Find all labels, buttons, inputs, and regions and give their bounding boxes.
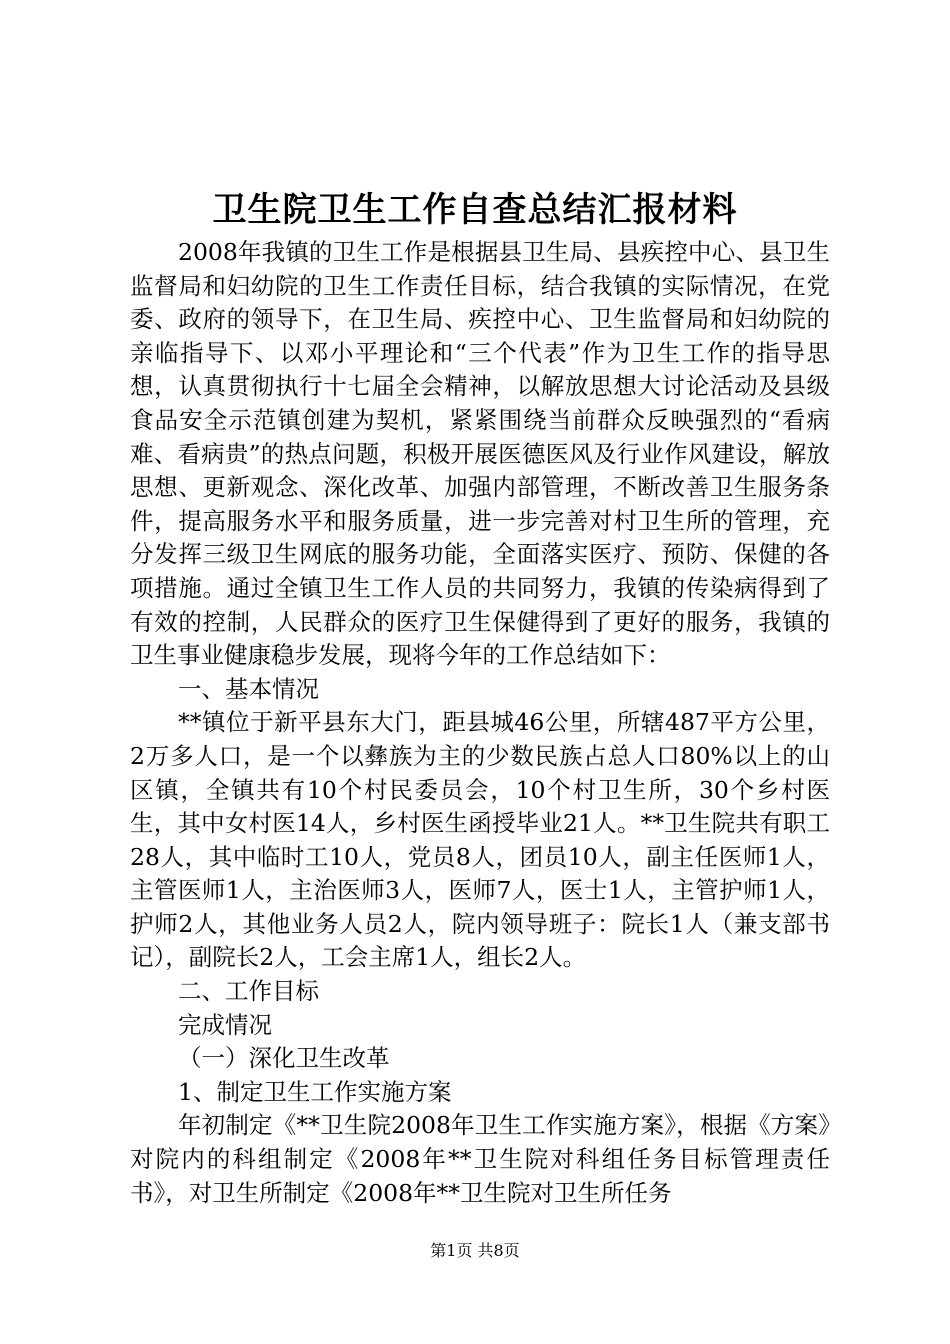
subsection-heading-reform: （一）深化卫生改革 [178, 1044, 390, 1073]
item-heading-plan: 1、制定卫生工作实施方案 [178, 1077, 452, 1106]
section-heading-completion: 完成情况 [178, 1010, 272, 1039]
section-heading-work-goals: 二、工作目标 [178, 977, 319, 1006]
document-body [130, 236, 830, 1210]
paragraph-plan: 年初制定《**卫生院2008年卫生工作实施方案》，根据《方案》对院内的科组制定《2008年**卫生院对科组任务目标管理责任书》，对卫生所制定《2008年**卫生院对卫生所任务 [130, 1111, 830, 1207]
document-title: 卫生院卫生工作自查总结汇报材料 [212, 190, 738, 230]
section-heading-basic-info: 一、基本情况 [178, 674, 319, 703]
paragraph-basic-info: **镇位于新平县东大门，距县城46公里，所辖487平方公里，2万多人口，是一个以彝族为主的少数民族占总人口80%以上的山区镇，全镇共有10个村民委员会，10个村卫生所，30个乡村医生，其中女村医14人，乡村医生函授毕业21人。**卫生院共有职工28人，其中临时工10人，党员8人，团员10人，副主任医师1人，主管医师1人，主治医师3人，医师7人，医士1人，主管护师1人，护师2人，其他业务人员2人，院内领导班子：院长1人（兼支部书记），副院长2人，工会主席1人，组长2人。 [130, 708, 830, 972]
page-footer: 第1页 共8页 [430, 1241, 520, 1260]
paragraph-intro: 2008年我镇的卫生工作是根据县卫生局、县疾控中心、县卫生监督局和妇幼院的卫生工作责任目标，结合我镇的实际情况，在党委、政府的领导下，在卫生局、疾控中心、卫生监督局和妇幼院的亲临指导下、以邓小平理论和“三个代表”作为卫生工作的指导思想，认真贯彻执行十七届全会精神，以解放思想大讨论活动及县级食品安全示范镇创建为契机，紧紧围绕当前群众反映强烈的“看病难、看病贵”的热点问题，积极开展医德医风及行业作风建设，解放思想、更新观念、深化改革、加强内部管理，不断改善卫生服务条件，提高服务水平和服务质量，进一步完善对村卫生所的管理，充分发挥三级卫生网底的服务功能，全面落实医疗、预防、保健的各项措施。通过全镇卫生工作人员的共同努力，我镇的传染病得到了有效的控制，人民群众的医疗卫生保健得到了更好的服务，我镇的卫生事业健康稳步发展，现将今年的工作总结如下： [130, 238, 830, 670]
